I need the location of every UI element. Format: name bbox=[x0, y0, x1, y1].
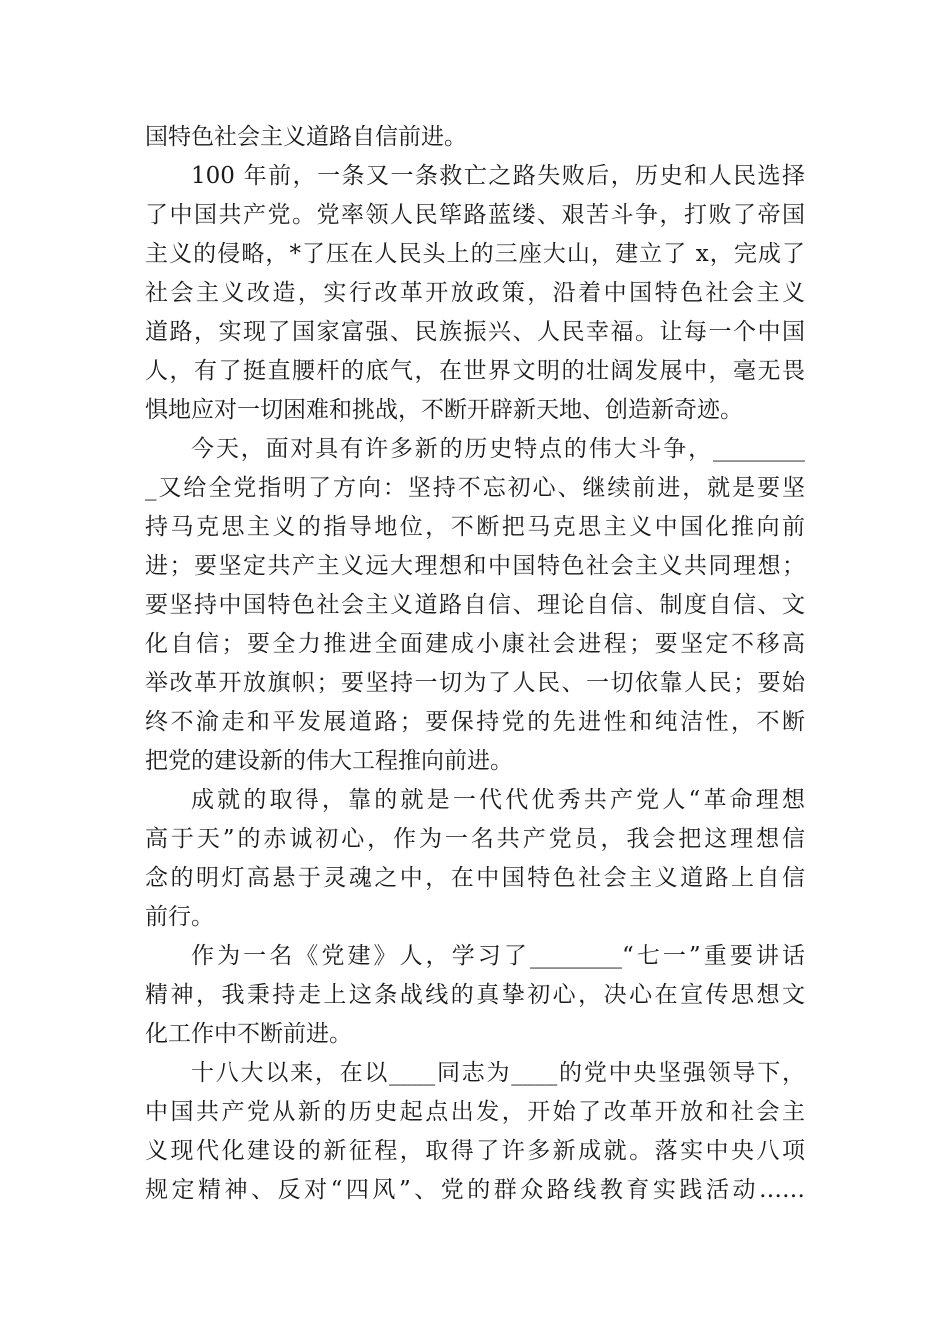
text-line: 国特色社会主义道路自信前进。 bbox=[145, 124, 467, 150]
text-line: 惧地应对一切困难和挑战，不断开辟新天地、创造新奇迹。 bbox=[145, 397, 743, 423]
text-line: 道路，实现了国家富强、民族振兴、人民幸福。让每一个中国 bbox=[145, 319, 805, 345]
text-line: 成就的取得，靠的就是一代代优秀共产党人“革命理想 bbox=[191, 787, 805, 813]
text-line: 化工作中不断前进。 bbox=[145, 1021, 352, 1047]
text-line: 终不渝走和平发展道路；要保持党的先进性和纯洁性，不断 bbox=[145, 709, 805, 735]
text-line: 了中国共产党。党率领人民筚路蓝缕、艰苦斗争，打败了帝国 bbox=[145, 202, 805, 228]
text-line: 高于天”的赤诚初心，作为一名共产党员，我会把这理想信 bbox=[145, 826, 805, 852]
text-line: 作为一名《党建》人，学习了________“七一”重要讲话 bbox=[191, 943, 805, 969]
text-line: 人，有了挺直腰杆的底气，在世界文明的壮阔发展中，毫无畏 bbox=[145, 358, 805, 384]
text-line: 前行。 bbox=[145, 904, 214, 930]
text-line: 要坚持中国特色社会主义道路自信、理论自信、制度自信、文 bbox=[145, 592, 805, 618]
text-line: 化自信；要全力推进全面建成小康社会进程；要坚定不移高 bbox=[145, 631, 805, 657]
text-line: 持马克思主义的指导地位，不断把马克思主义中国化推向前 bbox=[145, 514, 805, 540]
text-line: 十八大以来，在以____同志为____的党中央坚强领导下， bbox=[191, 1060, 805, 1086]
text-line: _又给全党指明了方向：坚持不忘初心、继续前进，就是要坚 bbox=[145, 475, 805, 501]
text-line: 社会主义改造，实行改革开放政策，沿着中国特色社会主义 bbox=[145, 280, 805, 306]
text-line: 把党的建设新的伟大工程推向前进。 bbox=[145, 748, 513, 774]
text-line: 进；要坚定共产主义远大理想和中国特色社会主义共同理想； bbox=[145, 553, 805, 579]
text-line: 规定精神、反对“四风”、党的群众路线教育实践活动…… bbox=[145, 1177, 805, 1203]
document-body bbox=[145, 118, 805, 1210]
text-line: 义现代化建设的新征程，取得了许多新成就。落实中央八项 bbox=[145, 1138, 805, 1164]
text-line: 今天，面对具有许多新的历史特点的伟大斗争，________ bbox=[191, 436, 805, 462]
text-line: 举改革开放旗帜；要坚持一切为了人民、一切依靠人民；要始 bbox=[145, 670, 805, 696]
text-line: 100 年前，一条又一条救亡之路失败后，历史和人民选择 bbox=[191, 163, 805, 189]
text-line: 主义的侵略，*了压在人民头上的三座大山，建立了 x，完成了 bbox=[145, 241, 805, 267]
text-line: 念的明灯高悬于灵魂之中，在中国特色社会主义道路上自信 bbox=[145, 865, 805, 891]
text-line: 中国共产党从新的历史起点出发，开始了改革开放和社会主 bbox=[145, 1099, 805, 1125]
text-line: 精神，我秉持走上这条战线的真挚初心，决心在宣传思想文 bbox=[145, 982, 805, 1008]
